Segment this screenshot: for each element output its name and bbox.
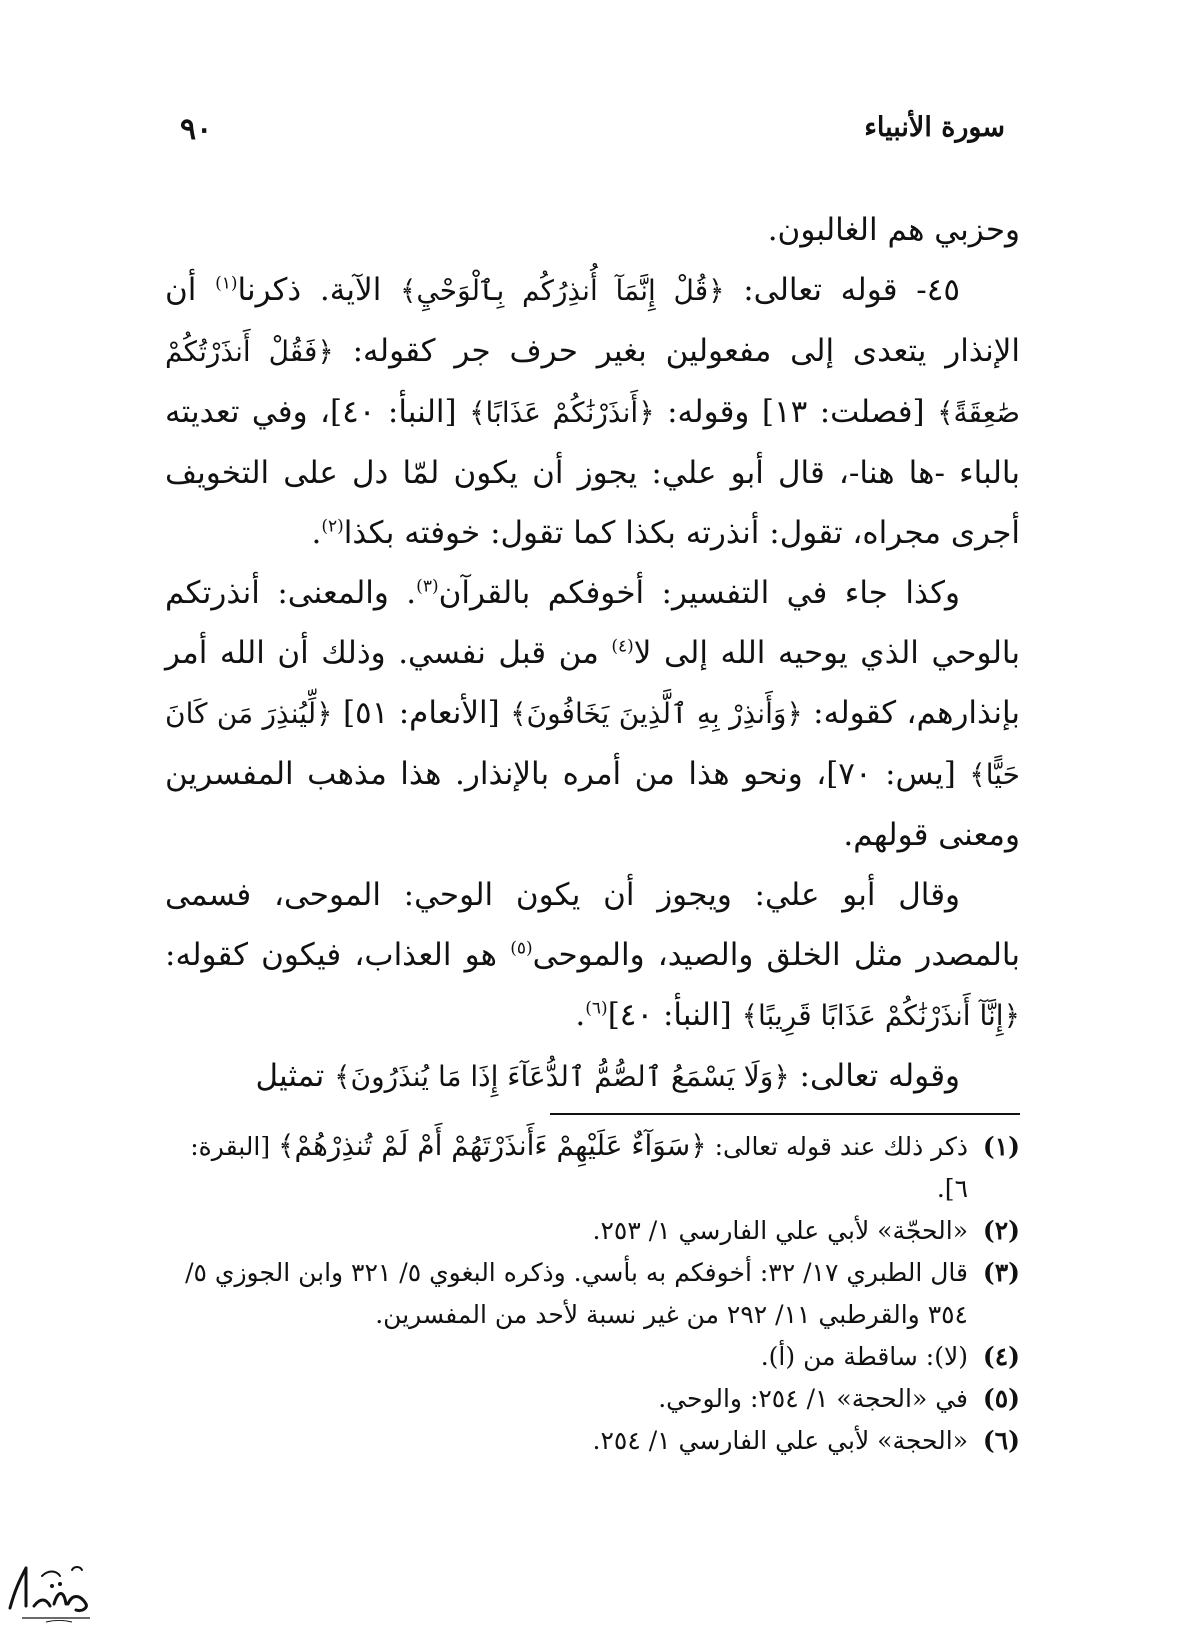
footnote-number: (٥) — [982, 1384, 1020, 1413]
footnote-separator — [550, 1113, 1020, 1115]
footnote-text: ذكر ذلك عند قوله تعالى: — [706, 1132, 968, 1161]
quran-quote: ﴿أَنذَرْنَٰكُمْ عَذَابًا﴾ — [469, 396, 655, 429]
text-span: . والمعنى: أنذرتكم بالوحي الذي يوحيه الله إلى لا — [165, 575, 1020, 671]
quran-quote: ﴿لِّيُنذِرَ مَن كَانَ حَيًّا﴾ — [165, 697, 1020, 791]
text-span: [الأنعام: ٥١] — [332, 695, 511, 731]
paragraph-5 — [165, 1046, 1020, 1107]
footnote-ref[interactable]: (١) — [215, 273, 238, 294]
footnote-ref[interactable]: (٤) — [611, 636, 634, 657]
quran-quote: ﴿إِنَّآ أَنذَرْنَٰكُمْ عَذَابًا قَرِيبًا﴾ — [741, 999, 1020, 1032]
footnote-text: «الحجّة» لأبي علي الفارسي ١/ ٢٥٣. — [592, 1216, 968, 1245]
footnote-number: (٦) — [982, 1426, 1020, 1455]
footnote-text: قال الطبري ١٧/ ٣٢: أخوفكم به بأسي. وذكره البغوي ٥/ ٣٢١ وابن الجوزي ٥/ ٣٥٤ والقرطبي ١١/ ٢٩٢ من غير نسبة لأحد من المفسرين. — [185, 1258, 968, 1329]
text-span: . — [575, 997, 586, 1033]
footnote-text: في «الحجة» ١/ ٢٥٤: والوحي. — [658, 1384, 968, 1413]
footnote-text: «الحجة» لأبي علي الفارسي ١/ ٢٥٤. — [592, 1426, 968, 1455]
text-span: وقال أبو علي: ويجوز أن يكون الوحي: الموحى، فسمى بالمصدر مثل الخلق والصيد، والموحى — [165, 877, 1020, 973]
text-span: [فصلت: ١٣] وقوله: — [654, 394, 938, 430]
text-span: من قبل نفسي. وذلك أن الله أمر بإنذارهم، كقوله: — [165, 635, 1021, 731]
almustashar-logo-icon — [2, 1546, 97, 1626]
footnote-number: (٢) — [982, 1216, 1020, 1245]
paragraph-4 — [165, 865, 1020, 1046]
text-span: ٤٥- قوله تعالى: — [724, 272, 961, 308]
footnote-text: (لا): ساقطة من (أ). — [760, 1342, 968, 1371]
footnote-6 — [165, 1420, 1020, 1462]
footnote-number: (٤) — [982, 1342, 1020, 1371]
paragraph-3 — [165, 563, 1020, 865]
text-span: تمثيل — [255, 1058, 335, 1094]
footnote-5 — [165, 1378, 1020, 1420]
footnote-4 — [165, 1336, 1020, 1378]
footnote-number: (١) — [982, 1132, 1020, 1161]
quran-quote: ﴿قُلْ إِنَّمَآ أُنذِرُكُم بِٱلْوَحْيِ﴾ — [400, 274, 725, 307]
quran-quote: ﴿فَقُلْ أَنذَرْتُكُمْ صَٰعِقَةً﴾ — [165, 335, 1020, 429]
text-span: أن الإنذار يتعدى إلى مفعولين بغير حرف جر كقوله: — [165, 272, 1021, 369]
text-span: وكذا جاء في التفسير: أخوفكم بالقرآن — [438, 575, 961, 611]
main-text — [165, 200, 1020, 1107]
page-header — [180, 112, 1005, 162]
footnote-2 — [165, 1210, 1020, 1252]
footnote-ref[interactable]: (٦) — [585, 998, 608, 1019]
quran-quote: ﴿وَلَا يَسْمَعُ ٱلصُّمُّ ٱلدُّعَآءَ إِذَا مَا يُنذَرُونَ﴾ — [334, 1060, 790, 1093]
logo-calligraphy-icon — [2, 1546, 97, 1626]
quran-quote: ﴿وَأَنذِرْ بِهِ ٱلَّذِينَ يَخَافُونَ﴾ — [510, 697, 803, 730]
footnote-ref[interactable]: (٣) — [416, 576, 439, 597]
footnote-ref[interactable]: (٢) — [321, 516, 344, 537]
footnote-3 — [165, 1252, 1020, 1336]
text-span: [يس: ٧٠]، ونحو هذا من أمره بالإنذار. هذا مذهب المفسرين ومعنى قولهم. — [165, 756, 1020, 853]
text-span: [النبأ: ٤٠] — [607, 997, 742, 1033]
paragraph-2 — [165, 260, 1020, 563]
text-span: هو العذاب، فيكون كقوله: — [165, 937, 511, 973]
running-title: سورة الأنبياء — [864, 112, 1005, 143]
text-span: . — [311, 515, 322, 551]
paragraph-1: وحزبي هم الغالبون. — [767, 212, 1020, 248]
quran-quote: ﴿سَوَآءٌ عَلَيْهِمْ ءَأَنذَرْتَهُمْ أَمْ لَمْ تُنذِرْهُمْ﴾ — [278, 1129, 707, 1162]
text-span: وقوله تعالى: — [789, 1058, 960, 1094]
text-span: الآية. ذكرنا — [237, 272, 401, 308]
text-span: [النبأ: ٤٠]، وفي تعديته بالباء -ها هنا-، قال أبو علي: يجوز أن يكون لمّا دل على التخويف أجرى مجراه، تقول: أنذرته بكذا كما تقول: خوفته بكذا — [165, 394, 1020, 551]
footnote-ref[interactable]: (٥) — [510, 938, 533, 959]
footnotes — [165, 1125, 1020, 1462]
footnote-number: (٣) — [982, 1258, 1020, 1287]
footnote-1 — [165, 1125, 1020, 1210]
footnote-text: [البقرة: ٦]. — [190, 1132, 968, 1203]
page-number: ٩٠ — [180, 112, 213, 147]
